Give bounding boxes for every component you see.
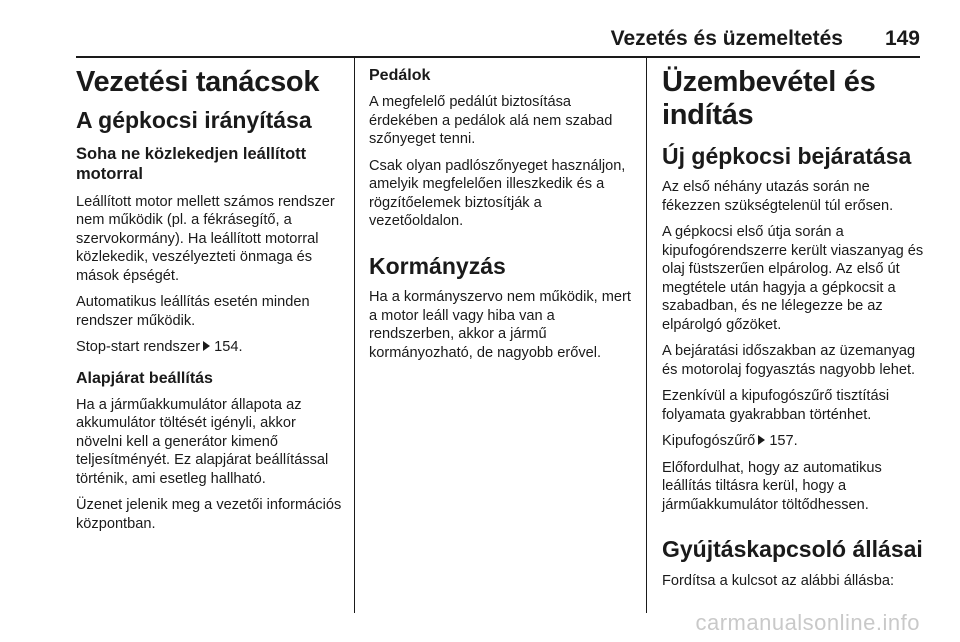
- page-header: [76, 27, 920, 59]
- page-reference-arrow-icon: [758, 435, 765, 445]
- paragraph: Ezenkívül a kipufogószűrő tisztítási folyamata gyakrabban történhet.: [662, 388, 890, 423]
- subheading-pedals: Pedálok: [369, 67, 431, 84]
- paragraph: Automatikus leállítás esetén minden rendszer működik.: [76, 294, 310, 329]
- paragraph: Az első néhány utazás során ne fékezzen szükségtelenül túl erősen.: [662, 179, 894, 214]
- reference-page: 157.: [769, 433, 798, 450]
- paragraph: Üzenet jelenik meg a vezetői információs központban.: [76, 497, 342, 532]
- paragraph: Előfordulhat, hogy az automatikus leállítás tiltásra kerül, hogy a járműakkumulátor töltődhessen.: [662, 459, 882, 513]
- paragraph: A megfelelő pedálút biztosítása érdekében a pedálok alá nem szabad szőnyeget tenni.: [369, 94, 613, 148]
- chapter-title: Üzembevétel és indítás: [662, 66, 876, 132]
- stop-start-reference: [76, 338, 344, 357]
- section-heading-steering: Kormányzás: [369, 252, 506, 279]
- watermark: carmanualsonline.info: [695, 610, 920, 635]
- page-number: 149: [884, 27, 920, 50]
- paragraph: A bejáratási időszakban az üzemanyag és motorolaj fogyasztás nagyobb lehet.: [662, 343, 916, 378]
- subheading-no-engine: Soha ne közlekedjen leállított motorral: [76, 144, 307, 183]
- subheading-idle: Alapjárat beállítás: [76, 369, 213, 387]
- section-heading: Új gépkocsi bejáratása: [662, 142, 912, 169]
- paragraph: Ha a járműakkumulátor állapota az akkumulátor töltését igényli, akkor növelni kell a generátor kimenő teljesítményét. Ez alapjárat beállítással történik, ami esetleg hallható.: [76, 396, 329, 487]
- column-divider-2: [646, 58, 647, 613]
- exhaust-filter-reference: [662, 432, 924, 451]
- column-1: [76, 58, 344, 533]
- paragraph: Csak olyan padlószőnyeget használjon, amelyik megfelelően illeszkedik és a rögzítőelemek biztosítják a vezetőoldalon.: [369, 157, 626, 230]
- column-divider-1: [354, 58, 355, 613]
- column-2: [369, 58, 635, 362]
- column-3: [662, 58, 924, 590]
- section-heading: A gépkocsi irányítása: [76, 107, 312, 134]
- reference-text: Kipufogószűrő: [662, 433, 756, 450]
- section-title: Vezetés és üzemeltetés: [610, 27, 843, 50]
- page-reference-arrow-icon: [203, 341, 210, 351]
- section-heading-ignition: Gyújtáskapcsoló állásai: [662, 536, 923, 563]
- reference-page: 154.: [214, 339, 243, 356]
- paragraph: Fordítsa a kulcsot az alábbi állásba:: [662, 572, 895, 589]
- paragraph: A gépkocsi első útja során a kipufogórendszerre került viaszanyag és olaj füstszerűen elpárolog. Az első út megtétele után hagyja a gépkocsit a szabadban, és ne lélegezze be az elpárolgó gőzöket.: [662, 224, 924, 333]
- chapter-title: Vezetési tanácsok: [76, 66, 320, 98]
- paragraph: Ha a kormányszervo nem működik, mert a motor leáll vagy hiba van a rendszerben, akkor a jármű kormányozható, de nagyobb erővel.: [369, 289, 631, 361]
- reference-text: Stop-start rendszer: [76, 339, 201, 356]
- paragraph: Leállított motor mellett számos rendszer nem működik (pl. a fékrásegítő, a szervokormány). Ha leállított motorral közlekedik, veszélyezteti önmaga és mások épségét.: [76, 193, 335, 284]
